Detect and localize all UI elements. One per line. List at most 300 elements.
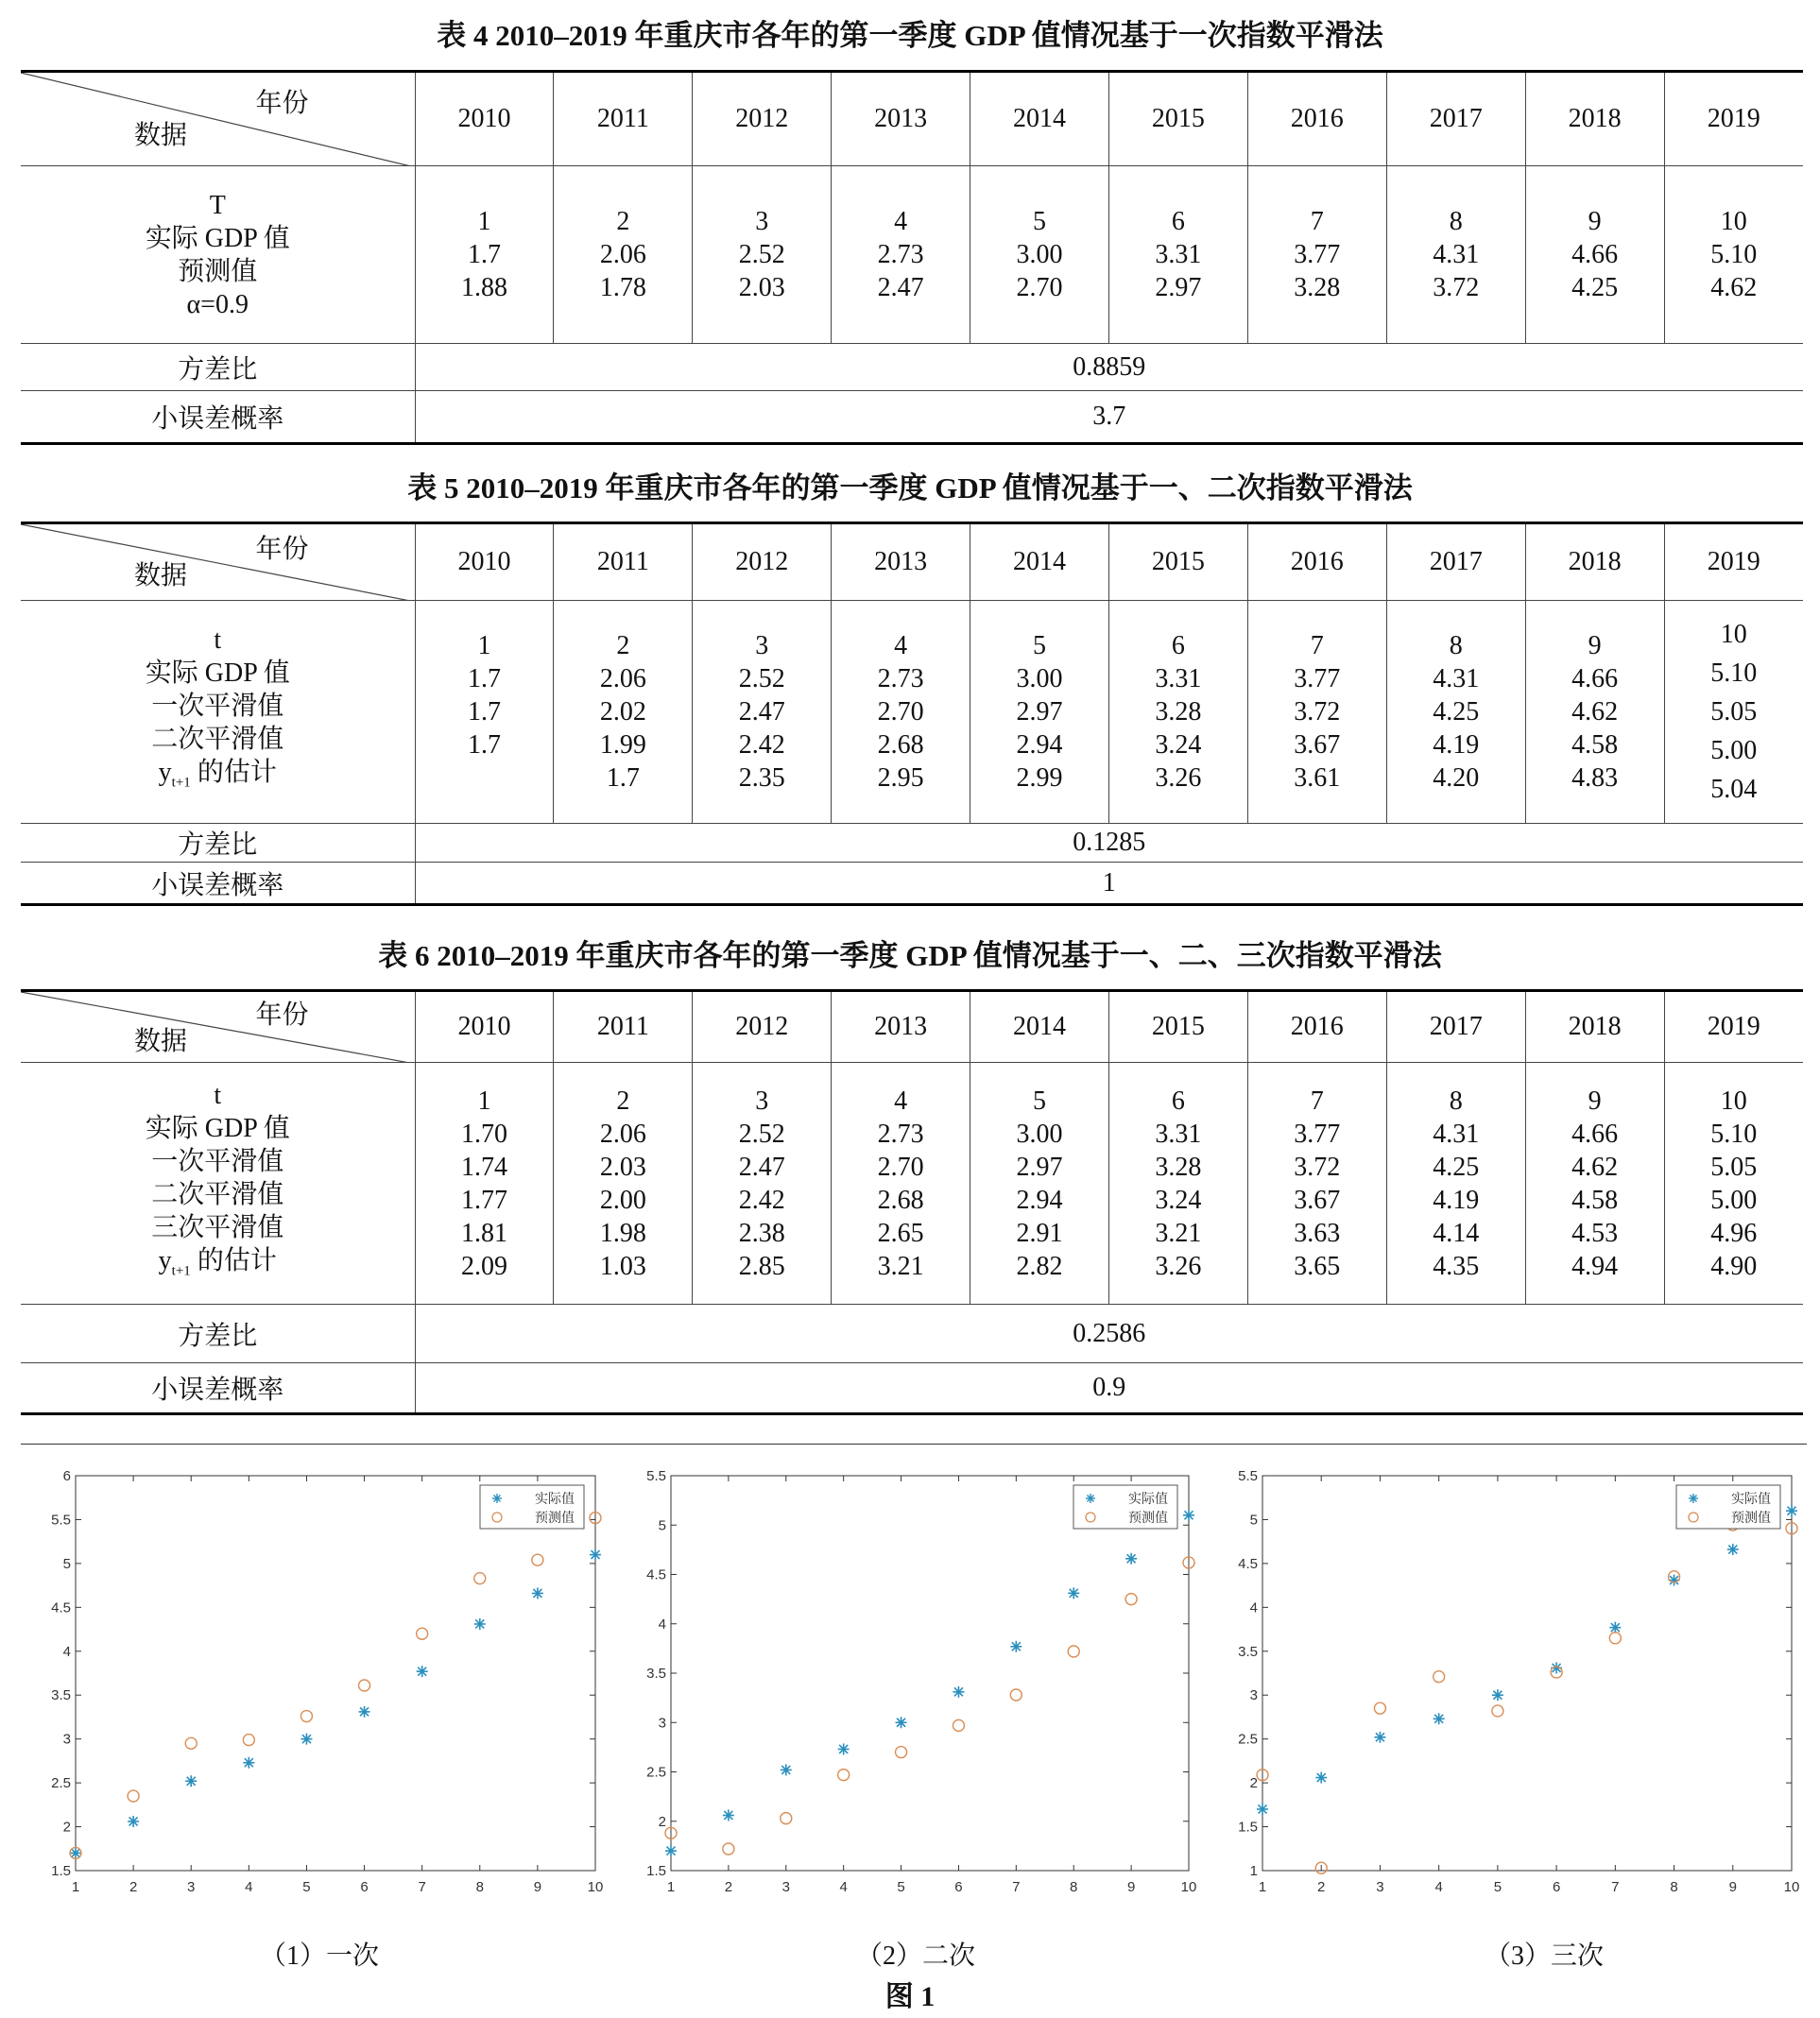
actual-point — [1727, 1544, 1739, 1555]
year-cell: 2013 — [832, 72, 970, 166]
data-cell: 2.68 — [877, 1185, 924, 1215]
x-tick-label: 10 — [1783, 1879, 1800, 1895]
row-label: t — [214, 1080, 222, 1110]
actual-point — [1315, 1772, 1327, 1784]
year-cell: 2017 — [1386, 72, 1525, 166]
actual-point — [1609, 1622, 1621, 1633]
data-cell: 3.21 — [1155, 1218, 1202, 1248]
data-cell: 3.67 — [1294, 1185, 1341, 1215]
y-tick-label: 4 — [62, 1643, 71, 1660]
data-cell: 2.38 — [738, 1218, 785, 1248]
year-cell: 2016 — [1247, 72, 1386, 166]
data-cell: 1.98 — [599, 1218, 646, 1248]
data-cell: 1.7 — [467, 730, 501, 760]
row-label: 实际 GDP 值 — [145, 223, 290, 253]
figure-caption: 图 1 — [884, 1981, 936, 2012]
row-label: 预测值 — [178, 256, 258, 286]
y-tick-label: 2 — [658, 1813, 666, 1830]
table4-row-labels — [21, 166, 415, 344]
x-tick-label: 6 — [360, 1879, 369, 1895]
x-tick-label: 7 — [418, 1879, 426, 1895]
scatter-plot-second-order — [631, 1466, 1198, 1910]
plot-frame — [76, 1476, 595, 1871]
data-cell: 2.91 — [1016, 1218, 1063, 1248]
y-tick-label: 3 — [658, 1715, 666, 1732]
y-tick-label: 1.5 — [51, 1863, 71, 1879]
data-cell: 3.24 — [1155, 730, 1202, 760]
y-tick-label: 4.5 — [51, 1599, 71, 1616]
data-cell: 2.73 — [877, 240, 924, 269]
actual-point — [532, 1587, 543, 1599]
data-cell: 4.58 — [1571, 1185, 1619, 1215]
legend-asterisk-marker — [492, 1494, 502, 1503]
actual-point — [1257, 1804, 1268, 1815]
subscript: t+1 — [171, 775, 191, 791]
data-cell: 5 — [1033, 207, 1047, 236]
data-cell: 3.24 — [1155, 1185, 1202, 1215]
data-cell: 6 — [1171, 207, 1185, 236]
legend-label: 实际值 — [1731, 1492, 1771, 1507]
table6-header-row — [21, 991, 1803, 1063]
diagonal-line — [21, 992, 415, 1063]
diagonal-line — [21, 524, 415, 601]
data-cell: 1.88 — [460, 273, 507, 302]
year-cell: 2015 — [1108, 72, 1247, 166]
x-tick-label: 3 — [1376, 1879, 1384, 1895]
data-cell: 2.68 — [877, 730, 924, 760]
year-cell: 2012 — [693, 72, 832, 166]
data-cell: 2.70 — [877, 1152, 924, 1182]
row-label: 一次平滑值 — [151, 692, 284, 722]
data-cell: 3.00 — [1016, 1119, 1063, 1149]
table5-col-2019 — [1664, 601, 1803, 824]
row-label: α=0.9 — [186, 289, 249, 319]
year-cell: 2014 — [970, 523, 1109, 601]
y-tick-label: 5 — [62, 1555, 71, 1572]
row-label — [21, 756, 415, 800]
row-label: 三次平滑值 — [151, 1212, 284, 1242]
legend-label: 预测值 — [1128, 1511, 1168, 1526]
data-cell: 4.19 — [1433, 1185, 1480, 1215]
data-cell: 5 — [1033, 1086, 1047, 1116]
table6-col-2019 — [1664, 1063, 1803, 1305]
y-tick-label: 5.5 — [51, 1512, 71, 1529]
table4-prob-row — [21, 391, 1803, 444]
data-cell: 2.73 — [877, 664, 924, 693]
data-cell: 2.52 — [738, 240, 785, 269]
table5-data-row — [21, 601, 1803, 824]
table4 — [21, 70, 1803, 445]
x-tick-label: 9 — [1126, 1879, 1136, 1895]
data-cell: 5.10 — [1710, 240, 1758, 269]
data-cell: 5.00 — [1710, 1185, 1758, 1215]
data-cell: 2 — [616, 1086, 630, 1116]
row-label: t — [214, 625, 222, 656]
actual-point — [1786, 1505, 1797, 1516]
y-tick-label: 4 — [658, 1616, 666, 1633]
table5-col-2018 — [1525, 601, 1664, 824]
data-cell: 2.09 — [460, 1251, 507, 1281]
data-cell — [416, 761, 554, 795]
table4-diagonal-header — [21, 72, 415, 166]
x-tick-label: 8 — [475, 1879, 484, 1895]
table6-col-2017 — [1386, 1063, 1525, 1305]
table4-col-2019 — [1664, 166, 1803, 344]
data-cell: 3.77 — [1294, 240, 1341, 269]
year-cell: 2018 — [1525, 523, 1664, 601]
prob-value: 3.7 — [415, 391, 1803, 444]
data-cell: 2.52 — [738, 664, 785, 693]
row-label: 二次平滑值 — [151, 725, 284, 755]
row-label: 实际 GDP 值 — [145, 658, 290, 689]
data-cell: 6 — [1171, 631, 1185, 660]
table4-col-2015 — [1108, 166, 1247, 344]
data-cell: 3.00 — [1016, 240, 1063, 269]
table5-col-2014 — [970, 601, 1109, 824]
table4-col-2016 — [1247, 166, 1386, 344]
table5-variance-row — [21, 824, 1803, 863]
data-cell: 7 — [1310, 1086, 1324, 1116]
data-cell: 10 — [1720, 620, 1747, 649]
year-cell: 2016 — [1247, 991, 1386, 1063]
data-cell: 3.72 — [1294, 1152, 1341, 1182]
data-cell: 3 — [755, 1086, 769, 1116]
data-cell: 3.31 — [1155, 1119, 1202, 1149]
year-cell: 2017 — [1386, 991, 1525, 1063]
table5-prob-row — [21, 863, 1803, 905]
data-cell: 5.10 — [1710, 658, 1758, 688]
data-cell: 4.62 — [1710, 273, 1758, 302]
x-tick-label: 7 — [1611, 1879, 1620, 1895]
data-cell: 4 — [894, 631, 908, 660]
data-cell: 2.47 — [738, 697, 785, 727]
variance-value: 0.8859 — [415, 344, 1803, 391]
data-cell: 2.94 — [1016, 730, 1063, 760]
x-tick-label: 5 — [1493, 1879, 1502, 1895]
data-cell: 4.90 — [1710, 1251, 1758, 1281]
variance-label: 方差比 — [21, 824, 415, 863]
data-cell: 4.66 — [1571, 240, 1619, 269]
table4-col-2012 — [693, 166, 832, 344]
x-tick-label: 5 — [897, 1879, 905, 1895]
x-tick-label: 8 — [1670, 1879, 1678, 1895]
data-cell: 4 — [894, 207, 908, 236]
x-tick-label: 4 — [839, 1879, 848, 1895]
data-cell: 1.70 — [460, 1119, 507, 1149]
data-cell: 4 — [894, 1086, 908, 1116]
table5-col-2016 — [1247, 601, 1386, 824]
data-cell: 4.35 — [1433, 1251, 1480, 1281]
year-cell: 2017 — [1386, 523, 1525, 601]
data-cell: 1.77 — [460, 1185, 507, 1215]
actual-point — [665, 1845, 677, 1856]
y-tick-label: 4.5 — [1238, 1555, 1258, 1572]
actual-point — [359, 1706, 370, 1718]
x-tick-label: 4 — [245, 1879, 253, 1895]
data-cell: 1.7 — [467, 664, 501, 693]
table6-col-2010 — [415, 1063, 554, 1305]
table6-col-2014 — [970, 1063, 1109, 1305]
scatter-plot-third-order — [1225, 1466, 1801, 1910]
x-tick-label: 2 — [129, 1879, 138, 1895]
data-cell: 3 — [755, 631, 769, 660]
plot-frame — [671, 1476, 1189, 1871]
data-cell: 2.03 — [599, 1152, 646, 1182]
actual-point — [1010, 1641, 1022, 1652]
table6-data-row — [21, 1063, 1803, 1305]
row-label: 一次平滑值 — [151, 1146, 284, 1176]
x-tick-label: 1 — [71, 1879, 80, 1895]
x-tick-label: 6 — [954, 1879, 963, 1895]
estimate-suffix: 的估计 — [190, 758, 277, 788]
year-header-label: 年份 — [255, 1000, 309, 1030]
data-cell: 3.28 — [1155, 697, 1202, 727]
actual-point — [1068, 1587, 1079, 1599]
data-cell: 4.96 — [1710, 1218, 1758, 1248]
legend — [1676, 1485, 1780, 1529]
data-cell: 4.83 — [1571, 763, 1619, 793]
table4-col-2010 — [415, 166, 554, 344]
x-tick-label: 10 — [587, 1879, 604, 1895]
x-tick-label: 9 — [533, 1879, 542, 1895]
data-cell: 2.70 — [1016, 273, 1063, 302]
data-cell: 4.14 — [1433, 1218, 1480, 1248]
data-cell: 2.47 — [738, 1152, 785, 1182]
x-tick-label: 4 — [1434, 1879, 1443, 1895]
data-cell: 8 — [1449, 207, 1463, 236]
y-tick-label: 2.5 — [51, 1775, 71, 1792]
data-cell: 4.25 — [1433, 1152, 1480, 1182]
y-tick-label: 5 — [1249, 1512, 1258, 1529]
variance-value: 0.1285 — [415, 824, 1803, 863]
data-cell: 2.94 — [1016, 1185, 1063, 1215]
table6-row-labels — [21, 1063, 415, 1305]
x-tick-label: 2 — [1317, 1879, 1326, 1895]
data-cell: 4.66 — [1571, 1119, 1619, 1149]
table6-prob-row — [21, 1363, 1803, 1414]
year-cell: 2014 — [970, 72, 1109, 166]
table4-col-2011 — [554, 166, 693, 344]
data-cell: 4.62 — [1571, 1152, 1619, 1182]
year-cell: 2012 — [693, 523, 832, 601]
actual-point — [185, 1775, 197, 1787]
data-cell: 2.02 — [599, 697, 646, 727]
table4-col-2013 — [832, 166, 970, 344]
data-cell: 2.06 — [599, 240, 646, 269]
actual-point — [953, 1686, 964, 1698]
y-tick-label: 5.5 — [1238, 1468, 1258, 1484]
y-symbol: y — [158, 1245, 172, 1275]
table6-col-2016 — [1247, 1063, 1386, 1305]
data-cell: 5 — [1033, 631, 1047, 660]
subfigure-caption-1: （1）一次 — [259, 1941, 379, 1971]
data-cell: 1.99 — [599, 730, 646, 760]
y-tick-label: 3.5 — [646, 1666, 666, 1682]
table5-caption: 表 5 2010–2019 年重庆市各年的第一季度 GDP 值情况基于一、二次指数平滑法 — [407, 471, 1413, 504]
diagonal-line — [21, 73, 415, 166]
data-header-label: 数据 — [134, 121, 188, 150]
prob-label: 小误差概率 — [21, 863, 415, 905]
table6-col-2012 — [693, 1063, 832, 1305]
year-cell: 2010 — [415, 523, 554, 601]
data-cell: 4.31 — [1433, 664, 1480, 693]
actual-point — [896, 1717, 907, 1728]
row-label: 二次平滑值 — [151, 1179, 284, 1209]
table6 — [21, 989, 1803, 1415]
year-cell: 2013 — [832, 991, 970, 1063]
variance-value: 0.2586 — [415, 1305, 1803, 1363]
plot-frame — [1262, 1476, 1792, 1871]
data-cell: 4.20 — [1433, 763, 1480, 793]
subscript: t+1 — [171, 1263, 191, 1279]
data-cell: 2.70 — [877, 697, 924, 727]
data-cell: 5.05 — [1710, 1152, 1758, 1182]
year-cell: 2018 — [1525, 72, 1664, 166]
subfigure-caption-3: （3）三次 — [1484, 1941, 1604, 1971]
legend-label: 预测值 — [1731, 1511, 1771, 1526]
table5-col-2013 — [832, 601, 970, 824]
x-tick-label: 6 — [1552, 1879, 1561, 1895]
data-cell: 9 — [1588, 207, 1602, 236]
year-header-label: 年份 — [255, 535, 309, 564]
table5-row-labels — [21, 601, 415, 824]
data-cell: 1 — [477, 207, 491, 236]
actual-point — [590, 1549, 601, 1561]
data-cell: 5.00 — [1710, 736, 1758, 765]
year-cell: 2010 — [415, 72, 554, 166]
actual-point — [1125, 1553, 1137, 1565]
data-cell: 10 — [1720, 1086, 1747, 1116]
variance-label: 方差比 — [21, 1305, 415, 1363]
data-cell: 4.25 — [1571, 273, 1619, 302]
year-cell: 2018 — [1525, 991, 1664, 1063]
table6-col-2015 — [1108, 1063, 1247, 1305]
data-cell: 4.19 — [1433, 730, 1480, 760]
table6-caption: 表 6 2010–2019 年重庆市各年的第一季度 GDP 值情况基于一、二、三次指数平滑法 — [378, 939, 1442, 972]
data-cell: 3 — [755, 207, 769, 236]
data-cell: 1.81 — [460, 1218, 507, 1248]
data-header-label: 数据 — [134, 1027, 188, 1056]
year-cell: 2011 — [554, 72, 693, 166]
data-cell: 4.66 — [1571, 664, 1619, 693]
y-tick-label: 2 — [1249, 1775, 1258, 1792]
y-symbol: y — [158, 758, 172, 788]
data-cell: 10 — [1720, 207, 1747, 236]
data-cell: 7 — [1310, 207, 1324, 236]
data-cell: 5.04 — [1710, 775, 1758, 804]
data-cell: 1.78 — [599, 273, 646, 302]
y-tick-label: 5 — [658, 1517, 666, 1534]
data-cell: 2.95 — [877, 763, 924, 793]
data-cell: 1.03 — [599, 1251, 646, 1281]
data-cell: 1.7 — [606, 763, 640, 793]
data-cell: 5.10 — [1710, 1119, 1758, 1149]
table4-header-row — [21, 72, 1803, 166]
table4-variance-row — [21, 344, 1803, 391]
data-cell: 2.97 — [1016, 697, 1063, 727]
actual-point — [838, 1743, 850, 1754]
data-cell: 7 — [1310, 631, 1324, 660]
data-cell: 9 — [1588, 1086, 1602, 1116]
data-header-label: 数据 — [134, 561, 188, 590]
y-tick-label: 2.5 — [1238, 1731, 1258, 1748]
data-cell: 3.26 — [1155, 763, 1202, 793]
data-cell: 4.62 — [1571, 697, 1619, 727]
x-tick-label: 3 — [187, 1879, 196, 1895]
data-cell: 2.97 — [1155, 273, 1202, 302]
y-tick-label: 3.5 — [51, 1687, 71, 1704]
year-cell: 2010 — [415, 991, 554, 1063]
data-cell: 2.00 — [599, 1185, 646, 1215]
table5-col-2010 — [415, 601, 554, 824]
data-cell: 1.74 — [460, 1152, 507, 1182]
legend-asterisk-marker — [1086, 1494, 1095, 1503]
table5-col-2017 — [1386, 601, 1525, 824]
data-cell: 3.00 — [1016, 664, 1063, 693]
actual-point — [300, 1734, 312, 1745]
data-cell: 3.63 — [1294, 1218, 1341, 1248]
x-tick-label: 8 — [1070, 1879, 1078, 1895]
y-tick-label: 4 — [1249, 1599, 1258, 1616]
data-cell: 9 — [1588, 631, 1602, 660]
data-cell: 2.85 — [738, 1251, 785, 1281]
legend-label: 预测值 — [535, 1511, 575, 1526]
data-cell: 3.72 — [1433, 273, 1480, 302]
table5 — [21, 522, 1803, 906]
y-tick-label: 1.5 — [646, 1863, 666, 1879]
table4-col-2017 — [1386, 166, 1525, 344]
data-cell: 4.53 — [1571, 1218, 1619, 1248]
data-cell: 1.7 — [467, 240, 501, 269]
estimate-suffix: 的估计 — [190, 1245, 277, 1275]
table4-data-row — [21, 166, 1803, 344]
row-label: T — [209, 190, 226, 220]
year-cell: 2016 — [1247, 523, 1386, 601]
data-cell: 4.25 — [1433, 697, 1480, 727]
scatter-plot-first-order — [38, 1466, 605, 1910]
table6-col-2011 — [554, 1063, 693, 1305]
data-cell: 8 — [1449, 1086, 1463, 1116]
year-cell: 2013 — [832, 523, 970, 601]
data-cell: 3.26 — [1155, 1251, 1202, 1281]
year-cell: 2019 — [1664, 991, 1803, 1063]
data-cell: 3.21 — [877, 1251, 924, 1281]
row-label — [21, 1244, 415, 1289]
data-cell: 2.47 — [877, 273, 924, 302]
data-cell: 1 — [477, 1086, 491, 1116]
actual-point — [1374, 1732, 1385, 1743]
prob-value: 1 — [415, 863, 1803, 905]
legend-label: 实际值 — [1128, 1492, 1168, 1507]
data-cell: 2.42 — [738, 1185, 785, 1215]
data-cell: 2.99 — [1016, 763, 1063, 793]
y-tick-label: 3 — [1249, 1687, 1258, 1704]
y-tick-label: 5.5 — [646, 1468, 666, 1484]
x-tick-label: 7 — [1012, 1879, 1021, 1895]
legend-label: 实际值 — [535, 1492, 575, 1507]
data-cell: 2.65 — [877, 1218, 924, 1248]
subfigure-caption-2: （2）二次 — [855, 1941, 975, 1971]
table5-diagonal-header — [21, 523, 415, 601]
x-tick-label: 3 — [781, 1879, 790, 1895]
data-cell: 4.31 — [1433, 1119, 1480, 1149]
actual-point — [781, 1764, 792, 1775]
y-tick-label: 3 — [62, 1731, 71, 1748]
prob-label: 小误差概率 — [21, 391, 415, 444]
data-cell: 3.67 — [1294, 730, 1341, 760]
data-cell: 2.97 — [1016, 1152, 1063, 1182]
year-cell: 2014 — [970, 991, 1109, 1063]
